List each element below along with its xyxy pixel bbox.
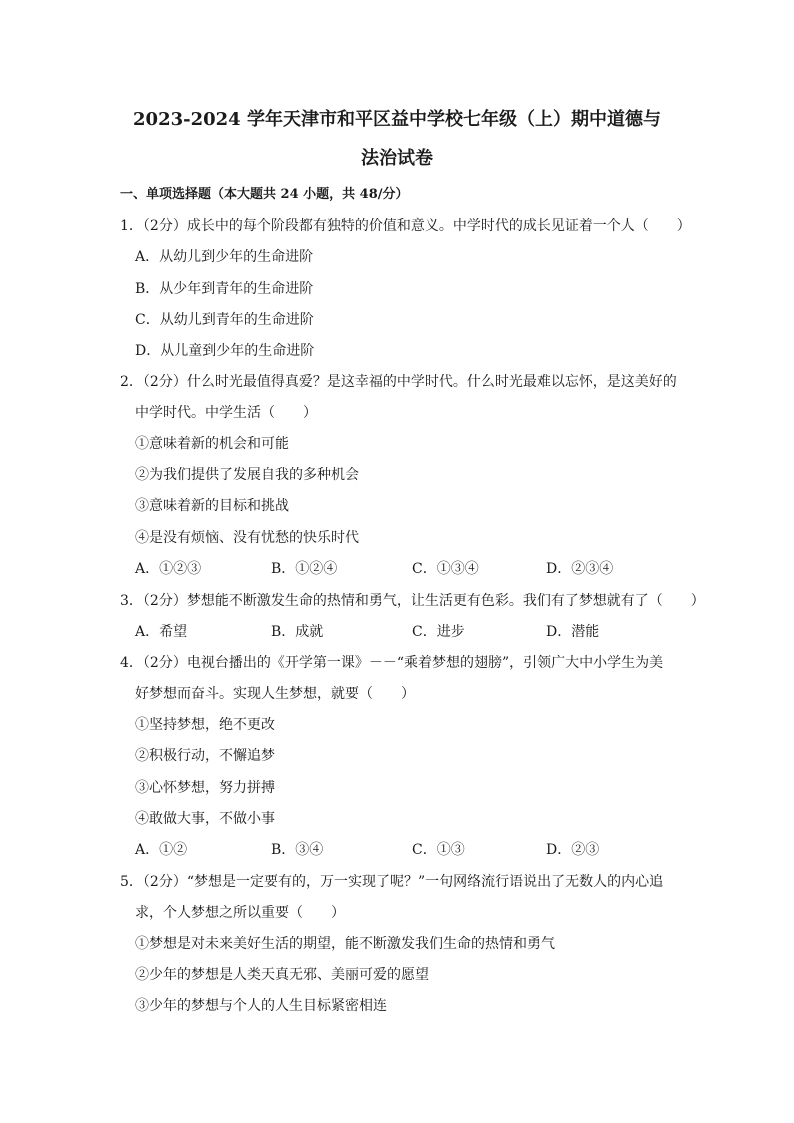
question-1-option-a: A．从幼儿到少年的生命进阶 <box>135 249 314 265</box>
question-3-option-c: C．进步 <box>412 624 465 640</box>
question-1-stem: 1．（2分）成长中的每个阶段都有独特的价值和意义。中学时代的成长见证着一个人（ ） <box>120 218 691 234</box>
question-5-stem-line-2: 求，个人梦想之所以重要（ ） <box>135 905 345 921</box>
question-2-stem-line-1: 2．（2分）什么时光最值得真爱？是这幸福的中学时代。什么时光最难以忘怀，是这美好的 <box>120 374 677 390</box>
question-2-item-3: ③意味着新的目标和挑战 <box>135 498 289 514</box>
question-3-option-b: B．成就 <box>271 624 324 640</box>
question-5-stem-line-1: 5．（2分）“梦想是一定要有的，万一实现了呢？”一句网络流行语说出了无数人的内心追 <box>120 874 664 890</box>
question-2-stem-line-2: 中学时代。中学生活（ ） <box>135 405 317 421</box>
question-2-option-a: A．①②③ <box>135 561 202 577</box>
question-2-option-d: D．②③④ <box>546 561 614 577</box>
question-4-item-2: ②积极行动，不懈追梦 <box>135 748 275 764</box>
question-4-option-c: C．①③ <box>412 842 465 858</box>
question-1-option-b: B．从少年到青年的生命进阶 <box>135 281 314 297</box>
question-3-stem: 3．（2分）梦想能不断激发生命的热情和勇气，让生活更有色彩。我们有了梦想就有了（ ） <box>120 593 705 609</box>
question-4-option-d: D．②③ <box>546 842 600 858</box>
question-1-option-c: C．从幼儿到青年的生命进阶 <box>135 312 314 328</box>
question-4-item-1: ①坚持梦想，绝不更改 <box>135 717 275 733</box>
question-2-item-2: ②为我们提供了发展自我的多种机会 <box>135 467 359 483</box>
exam-title-line-1: 2023-2024 学年天津市和平区益中学校七年级（上）期中道德与 <box>133 109 661 130</box>
section-heading-single-choice: 一、单项选择题（本大题共 24 小题，共 48/分） <box>120 187 409 202</box>
question-4-item-4: ④敢做大事，不做小事 <box>135 811 275 827</box>
question-2-option-b: B．①②④ <box>271 561 338 577</box>
question-2-item-1: ①意味着新的机会和可能 <box>135 436 289 452</box>
question-4-option-b: B．③④ <box>271 842 324 858</box>
question-4-item-3: ③心怀梦想，努力拼搏 <box>135 780 275 796</box>
question-1-option-d: D．从儿童到少年的生命进阶 <box>135 343 315 359</box>
question-3-option-d: D．潜能 <box>546 624 600 640</box>
question-5-item-1: ①梦想是对未来美好生活的期望，能不断激发我们生命的热情和勇气 <box>135 936 555 952</box>
question-2-option-c: C．①③④ <box>412 561 479 577</box>
question-4-stem-line-2: 好梦想而奋斗。实现人生梦想，就要（ ） <box>135 686 415 702</box>
question-4-option-a: A．①② <box>135 842 188 858</box>
question-2-item-4: ④是没有烦恼、没有忧愁的快乐时代 <box>135 530 359 546</box>
exam-title-line-2: 法治试卷 <box>361 148 433 169</box>
question-5-item-2: ②少年的梦想是人类天真无邪、美丽可爱的愿望 <box>135 967 429 983</box>
question-4-stem-line-1: 4．（2分）电视台播出的《开学第一课》－－“乘着梦想的翅膀”，引领广大中小学生为美 <box>120 655 664 671</box>
question-5-item-3: ③少年的梦想与个人的人生目标紧密相连 <box>135 998 387 1014</box>
question-3-option-a: A．希望 <box>135 624 188 640</box>
